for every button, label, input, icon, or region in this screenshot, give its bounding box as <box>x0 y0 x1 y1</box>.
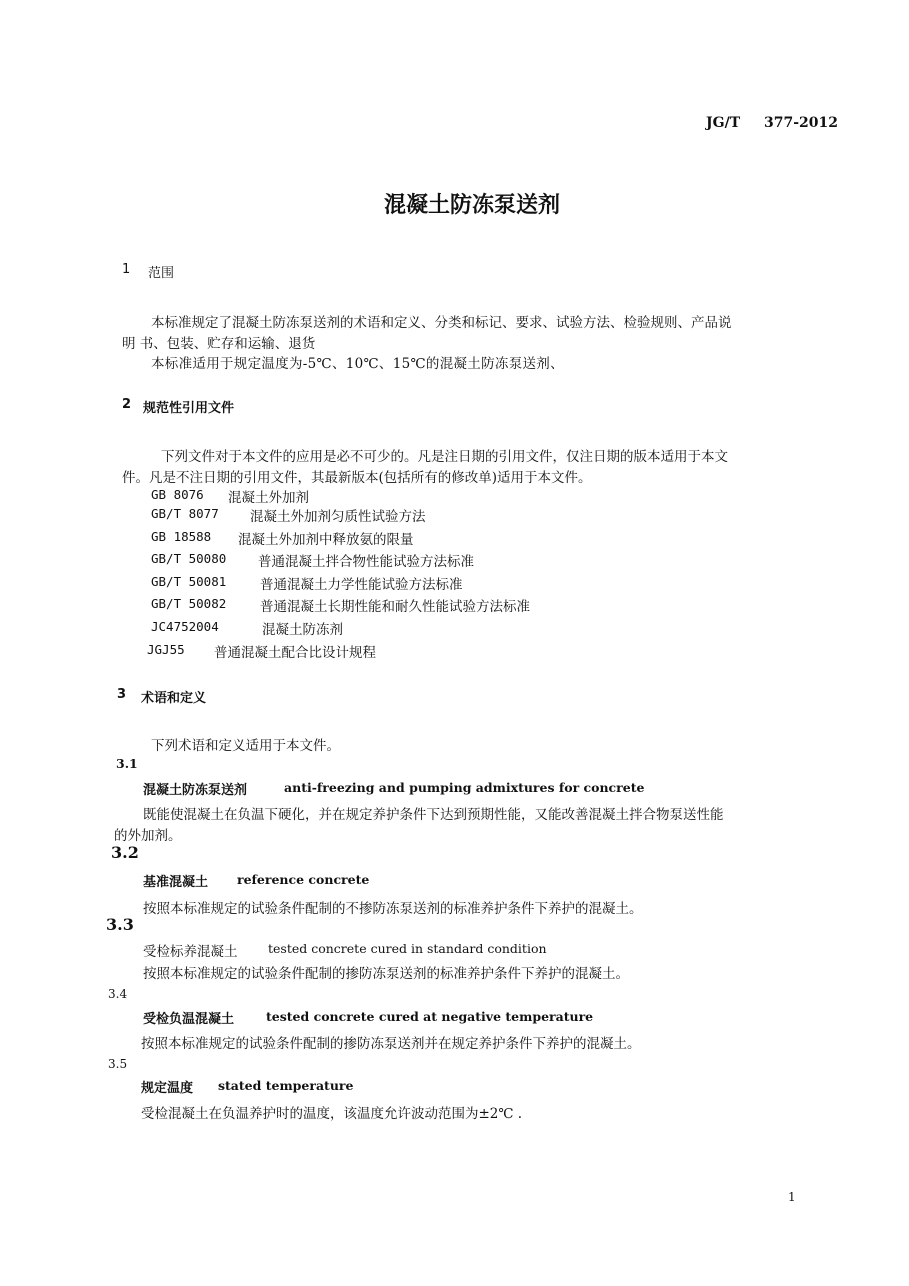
section-1-number: 1 <box>122 262 131 277</box>
section-1-title: 范围 <box>148 266 175 281</box>
term-definition-line1: 既能使混凝土在负温下硬化，并在规定养护条件下达到预期性能，又能改善混凝土拌合物泵送性能 <box>143 807 724 823</box>
term-definition-line1: 按照本标准规定的试验条件配制的不掺防冻泵送剂的标准养护条件下养护的混凝土。 <box>143 901 643 917</box>
section-1-para1-line2: 明 书、包装、贮存和运输、退货 <box>122 336 316 352</box>
section-2-intro-line2: 件。凡是不注日期的引用文件，其最新版本(包括所有的修改单)适用于本文件。 <box>122 470 592 486</box>
term-english: tested concrete cured at negative temperature <box>266 1009 594 1024</box>
term-definition-line2: 的外加剂。 <box>114 828 182 844</box>
reference-code: JGJ55 <box>147 642 185 657</box>
standard-code-number: 377-2012 <box>764 115 838 131</box>
reference-code: GB/T 50080 <box>151 551 227 566</box>
term-chinese: 规定温度 <box>141 1081 194 1096</box>
reference-code: GB/T 50082 <box>151 596 227 611</box>
term-number: 3.1 <box>116 756 138 771</box>
term-english: stated temperature <box>218 1078 354 1093</box>
reference-title: 混凝土外加剂匀质性试验方法 <box>250 509 426 525</box>
section-1-para1-line1: 本标准规定了混凝土防冻泵送剂的术语和定义、分类和标记、要求、试验方法、检验规则、产品说 <box>151 315 732 331</box>
standard-code-prefix: JG/T <box>706 115 741 131</box>
reference-title: 混凝土外加剂 <box>228 490 309 506</box>
reference-code: GB 8076 <box>151 487 204 502</box>
section-2-title: 规范性引用文件 <box>143 401 235 416</box>
section-2-number: 2 <box>122 397 132 412</box>
term-definition-line1: 按照本标准规定的试验条件配制的掺防冻泵送剂并在规定养护条件下养护的混凝土。 <box>141 1036 641 1052</box>
term-number: 3.2 <box>111 843 139 862</box>
document-title: 混凝土防冻泵送剂 <box>383 193 560 218</box>
reference-title: 普通混凝土长期性能和耐久性能试验方法标准 <box>260 599 530 615</box>
reference-title: 普通混凝土力学性能试验方法标准 <box>260 577 463 593</box>
reference-title: 普通混凝土配合比设计规程 <box>214 645 376 661</box>
term-number: 3.3 <box>106 915 134 934</box>
reference-title: 混凝土外加剂中释放氨的限量 <box>238 532 414 548</box>
term-definition-line1: 按照本标准规定的试验条件配制的掺防冻泵送剂的标准养护条件下养护的混凝土。 <box>143 966 629 982</box>
reference-code: GB/T 50081 <box>151 574 227 589</box>
section-3-number: 3 <box>117 687 127 702</box>
page-number: 1 <box>788 1190 796 1204</box>
reference-code: GB/T 8077 <box>151 506 219 521</box>
term-chinese: 受检标养混凝土 <box>143 944 238 960</box>
term-english: reference concrete <box>237 872 370 887</box>
term-chinese: 混凝土防冻泵送剂 <box>143 783 248 798</box>
reference-code: JC4752004 <box>151 619 219 634</box>
term-chinese: 基准混凝土 <box>143 875 209 890</box>
section-2-intro-line1: 下列文件对于本文件的应用是必不可少的。凡是注日期的引用文件，仅注日期的版本适用于本文 <box>161 449 728 465</box>
term-english: tested concrete cured in standard condition <box>268 941 547 956</box>
reference-title: 普通混凝土拌合物性能试验方法标准 <box>258 554 474 570</box>
term-number: 3.5 <box>108 1057 128 1071</box>
section-3-intro: 下列术语和定义适用于本文件。 <box>151 738 340 754</box>
term-definition-line1: 受检混凝土在负温养护时的温度，该温度允许波动范围为±2℃ . <box>141 1106 523 1122</box>
term-number: 3.4 <box>108 987 128 1001</box>
reference-title: 混凝土防冻剂 <box>262 622 343 638</box>
reference-code: GB 18588 <box>151 529 212 544</box>
section-3-title: 术语和定义 <box>141 691 207 706</box>
term-english: anti-freezing and pumping admixtures for concrete <box>284 780 645 795</box>
term-chinese: 受检负温混凝土 <box>143 1012 235 1027</box>
section-1-para2: 本标准适用于规定温度为-5℃、10℃、15℃的混凝土防冻泵送剂、 <box>151 356 564 372</box>
